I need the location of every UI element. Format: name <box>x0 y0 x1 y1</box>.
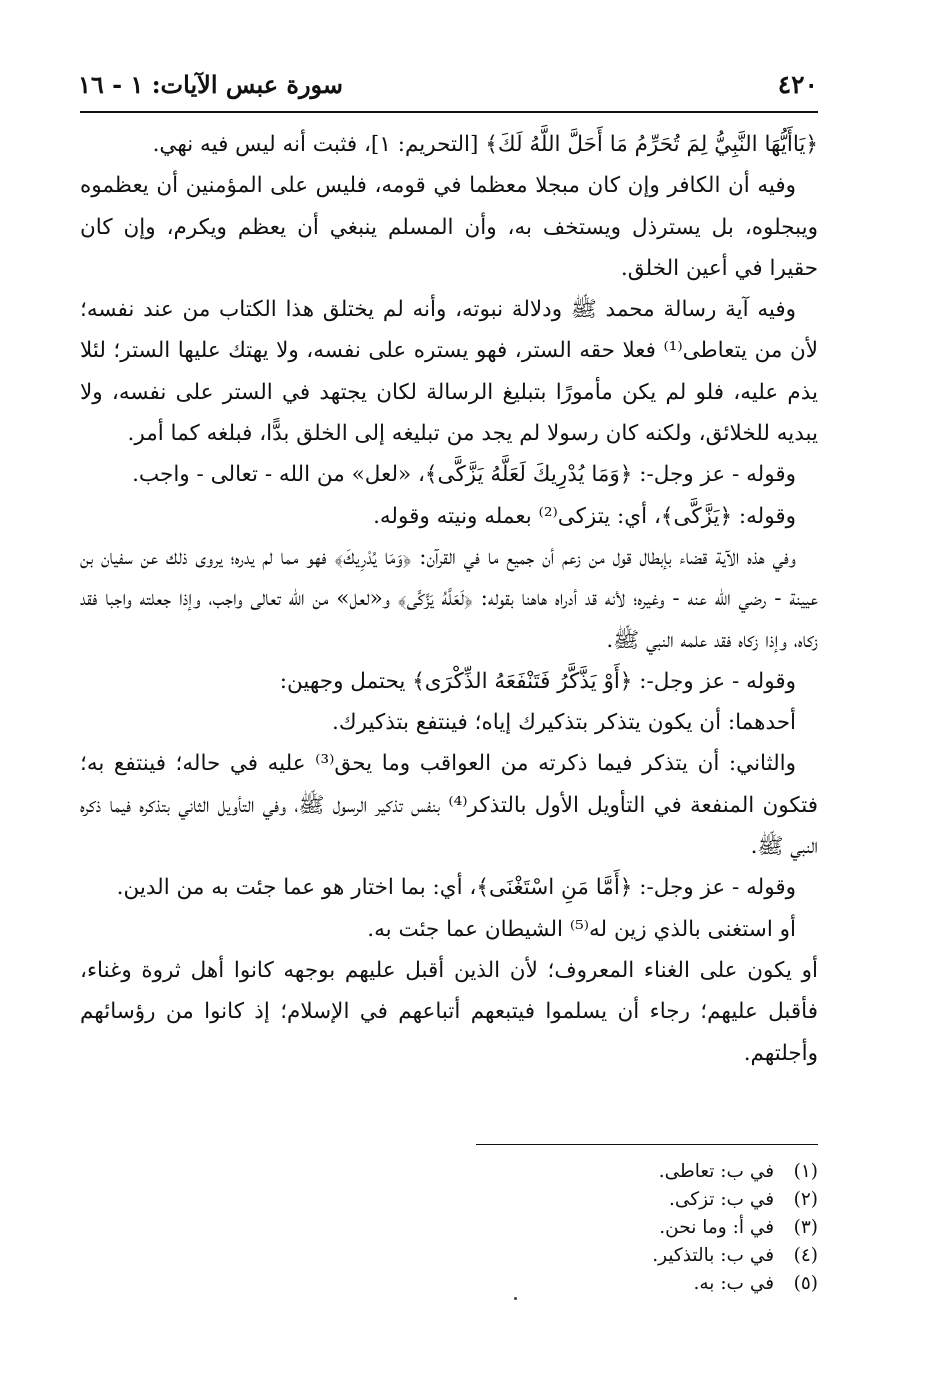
footnote-item <box>420 1270 818 1298</box>
footnote-text: في ب: تعاطى. <box>658 1161 775 1182</box>
footnote-text: في ب: بالتذكير. <box>652 1245 775 1266</box>
footnote-number: (١) <box>793 1161 818 1182</box>
footnote-text: في أ: وما نحن. <box>659 1217 775 1238</box>
paragraph: أحدهما: أن يكون يتذكر بتذكيرك إياه؛ فينتفع بتذكيرك. <box>332 710 796 736</box>
paragraph: أو استغنى بالذي زين له⁽⁵⁾ الشيطان عما جئت به. <box>367 916 796 942</box>
paragraph: وقوله - عز وجل-: ﴿أَمَّا مَنِ اسْتَغْنَى﴾، أي: بما اختار هو عما جئت به من الدين. <box>116 875 796 901</box>
running-title: سورة عبس الآيات: ١ - ١٦ <box>78 70 344 99</box>
footnote-number: (٣) <box>793 1217 818 1238</box>
paragraph: وقوله - عز وجل-: ﴿وَمَا يُدْرِيكَ لَعَلَّهُ يَزَّكَّى﴾، «لعل» من الله - تعالى - واجب. <box>132 462 796 488</box>
main-text <box>80 124 818 1074</box>
footnote-item <box>420 1242 818 1270</box>
paragraph: والثاني: أن يتذكر فيما ذكرته من العواقب وما يحق⁽³⁾ عليه في حاله؛ فينتفع به؛ فتكون المنفعة في التأويل الأول بالتذكر⁽⁴⁾ بنفس تذكير الرسول ﷺ، وفي التأويل الثاني بتذكره فيما ذكره النبي ﷺ. <box>80 751 818 860</box>
page-number: ٤٢٠ <box>777 70 818 99</box>
paragraph: وفيه أن الكافر وإن كان مبجلا معظما في قومه، فليس على المؤمنين أن يعظموه ويبجلوه، بل يسترذل ويستخف به، وأن المسلم ينبغي أن يعظم ويكرم، وإن كان حقيرا في أعين الخلق. <box>80 173 818 281</box>
footnote-text: في ب: به. <box>693 1273 775 1294</box>
footnote-number: (٢) <box>793 1189 818 1210</box>
paragraph: وقوله - عز وجل-: ﴿أَوْ يَذَّكَّرُ فَتَنْفَعَهُ الذِّكْرَى﴾ يحتمل وجهين: <box>279 668 796 694</box>
footnote-item <box>420 1158 818 1186</box>
paragraph: وقوله: ﴿يَزَّكَّى﴾، أي: يتزكى⁽²⁾ بعمله ونيته وقوله. <box>373 503 796 529</box>
header-divider <box>80 111 818 113</box>
paragraph: أو يكون على الغناء المعروف؛ لأن الذين أقبل عليهم بوجهه كانوا أهل ثروة وغناء، فأقبل عليهم؛ رجاء أن يسلموا فيتبعهم أتباعهم في الإسلام؛ إذ كانوا من رؤسائهم وأجلتهم. <box>80 957 818 1066</box>
footnote-number: (٤) <box>793 1245 818 1266</box>
scan-speck <box>514 1297 517 1300</box>
paragraph: ﴿يَاأَيُّهَا النَّبِيُّ لِمَ تُحَرِّمُ مَا أَحَلَّ اللَّهُ لَكَ﴾ [التحريم: ١]، فثبت أنه ليس فيه نهي. <box>152 132 818 157</box>
page-header <box>78 64 818 108</box>
footnote-item <box>420 1186 818 1214</box>
footnote-item <box>420 1214 818 1242</box>
footnote-text: في ب: تزكى. <box>668 1189 775 1210</box>
footnote-number: (٥) <box>793 1273 818 1294</box>
footnote-divider <box>476 1144 818 1145</box>
paragraph: وفي هذه الآية قضاء بإبطال قول من زعم أن جميع ما في القرآن: ﴿وَمَا يُدْرِيكَ﴾ فهو مما لم يدره؛ يروى ذلك عن سفيان بن عيينة - رضي الله عنه - وغيره؛ لأنه قد أدراه هاهنا بقوله: ﴿لَعَلَّهُ يَزَّكَّى﴾ و«لعل» من الله تعالى واجب، وإذا جعلته واجبا فقد زكاه، وإذا زكاه فقد علمه النبي ﷺ. <box>80 544 818 653</box>
paragraph: وفيه آية رسالة محمد ﷺ ودلالة نبوته، وأنه لم يختلق هذا الكتاب من عند نفسه؛ لأن من يتعاطى⁽¹⁾ فعلا حقه الستر، فهو يستره على نفسه، ولا يهتك عليها الستر؛ لئلا يذم عليه، فلو لم يكن مأمورًا بتبليغ الرسالة لكان يجتهد في الستر على نفسه، ولا يبديه للخلائق، ولكنه كان رسولا لم يجد من تبليغه إلى الخلق بدًّا، فبلغه كما أمر. <box>80 297 819 447</box>
footnotes <box>420 1158 818 1298</box>
